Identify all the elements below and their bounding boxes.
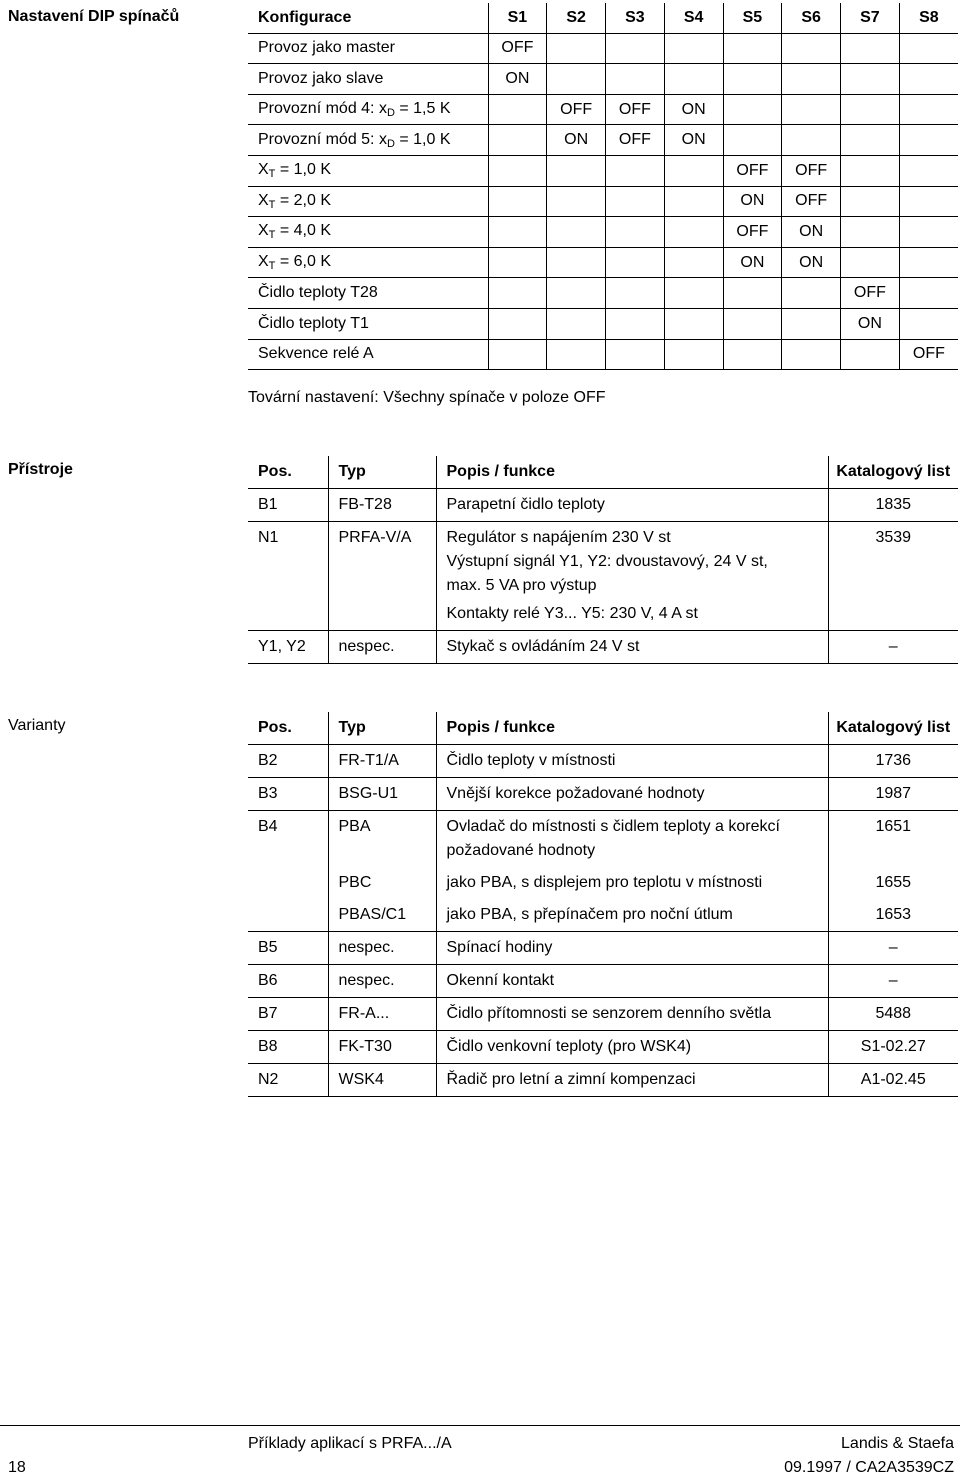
config-label (248, 247, 488, 278)
table-row (248, 522, 958, 631)
switch-header: S1 (488, 3, 547, 33)
pos-header: Pos. (248, 712, 328, 745)
popis-cell (436, 778, 828, 811)
table-row (248, 867, 958, 899)
pos-cell: B7 (248, 998, 328, 1031)
switch-value (841, 94, 900, 125)
popis-line: Ovladač do místnosti s čidlem teploty a korekcí (446, 818, 780, 835)
switch-value (606, 33, 665, 64)
switch-value (782, 278, 841, 309)
switch-header: S6 (782, 3, 841, 33)
pos-cell: B8 (248, 1031, 328, 1064)
dip-header-row (248, 3, 958, 33)
switch-value (547, 339, 606, 370)
popis-cell (436, 811, 828, 868)
popis-line: Kontakty relé Y3... Y5: 230 V, 4 A st (446, 605, 698, 622)
switch-value: OFF (606, 125, 665, 156)
switch-value (488, 247, 547, 278)
label-text: = 2,0 K (275, 191, 331, 209)
katalog-cell: – (828, 631, 958, 664)
factory-setting-note: Tovární nastavení: Všechny spínače v poloze OFF (248, 389, 606, 406)
typ-cell: PBA (328, 811, 436, 868)
katalog-cell: 1736 (828, 745, 958, 778)
switch-value (782, 125, 841, 156)
popis-line: Parapetní čidlo teploty (446, 496, 605, 513)
switch-value (782, 339, 841, 370)
pristroje-table (248, 456, 958, 664)
switch-value (664, 308, 723, 339)
popis-line: Výstupní signál Y1, Y2: dvoustavový, 24 V st, (446, 553, 768, 570)
switch-value (899, 217, 958, 248)
dip-row (248, 64, 958, 95)
switch-value (841, 186, 900, 217)
table-row (248, 745, 958, 778)
switch-value (664, 217, 723, 248)
popis-cell (436, 745, 828, 778)
label-text: X (258, 222, 269, 240)
label-text: Provozní mód 4: x (258, 100, 387, 118)
typ-cell: nespec. (328, 965, 436, 998)
pristroje-header-row (248, 456, 958, 489)
page-number: 18 (8, 1459, 26, 1476)
popis-cell (436, 522, 828, 631)
config-label: Provoz jako master (248, 33, 488, 64)
switch-value (547, 186, 606, 217)
katalog-cell: 3539 (828, 522, 958, 631)
switch-value (782, 33, 841, 64)
switch-value: ON (664, 125, 723, 156)
popis-cell (436, 1064, 828, 1097)
table-row (248, 965, 958, 998)
popis-cell (436, 998, 828, 1031)
popis-line: Vnější korekce požadované hodnoty (446, 785, 705, 802)
switch-value: ON (782, 217, 841, 248)
switch-value (899, 278, 958, 309)
typ-cell: nespec. (328, 631, 436, 664)
switch-value: OFF (723, 217, 782, 248)
popis-cell (436, 867, 828, 899)
pos-cell: B2 (248, 745, 328, 778)
popis-line: Regulátor s napájením 230 V st (446, 529, 671, 546)
typ-cell: PBAS/C1 (328, 899, 436, 932)
pos-cell: B1 (248, 489, 328, 522)
table-row (248, 1064, 958, 1097)
switch-value (488, 217, 547, 248)
switch-value (606, 308, 665, 339)
katalog-cell: 5488 (828, 998, 958, 1031)
switch-value (664, 64, 723, 95)
switch-value (606, 247, 665, 278)
switch-value (723, 94, 782, 125)
label-subscript: T (268, 260, 276, 273)
typ-cell: FK-T30 (328, 1031, 436, 1064)
label-text: = 1,5 K (394, 100, 451, 118)
pos-cell: N2 (248, 1064, 328, 1097)
switch-value: ON (723, 186, 782, 217)
switch-value: OFF (606, 94, 665, 125)
katalog-cell: – (828, 932, 958, 965)
dip-row (248, 155, 958, 186)
dip-row (248, 125, 958, 156)
config-label (248, 155, 488, 186)
switch-value (782, 94, 841, 125)
table-row (248, 899, 958, 932)
pos-cell: B6 (248, 965, 328, 998)
label-subscript: D (386, 137, 395, 150)
switch-value (488, 339, 547, 370)
switch-value (547, 64, 606, 95)
popis-line: Stykač s ovládáním 24 V st (446, 638, 640, 655)
switch-value (723, 64, 782, 95)
switch-value (547, 33, 606, 64)
switch-header: S8 (899, 3, 958, 33)
popis-line: max. 5 VA pro výstup (446, 577, 597, 594)
footer-doc-code: 09.1997 / CA2A3539CZ (784, 1459, 954, 1476)
pos-cell: Y1, Y2 (248, 631, 328, 664)
dip-row (248, 339, 958, 370)
config-label: Provoz jako slave (248, 64, 488, 95)
popis-header: Popis / funkce (436, 456, 828, 489)
switch-value: OFF (841, 278, 900, 309)
popis-cell (436, 631, 828, 664)
switch-value (841, 64, 900, 95)
switch-header: S3 (606, 3, 665, 33)
table-row (248, 998, 958, 1031)
switch-value: ON (841, 308, 900, 339)
varianty-section-title: Varianty (8, 717, 66, 734)
switch-value (723, 308, 782, 339)
switch-header: S2 (547, 3, 606, 33)
table-row (248, 778, 958, 811)
dip-row (248, 186, 958, 217)
table-row (248, 631, 958, 664)
dip-row (248, 308, 958, 339)
switch-value (664, 247, 723, 278)
dip-switch-table (248, 3, 958, 370)
pos-cell: B5 (248, 932, 328, 965)
label-text: = 1,0 K (275, 161, 331, 179)
katalog-cell: S1-02.27 (828, 1031, 958, 1064)
switch-value (723, 33, 782, 64)
label-subscript: T (268, 198, 276, 211)
dip-row (248, 247, 958, 278)
label-text: Provozní mód 5: x (258, 130, 387, 148)
popis-cell (436, 1031, 828, 1064)
popis-cell (436, 965, 828, 998)
katalog-cell: 1987 (828, 778, 958, 811)
label-text: = 4,0 K (275, 222, 331, 240)
switch-value (488, 186, 547, 217)
switch-value (606, 64, 665, 95)
katalog-header: Katalogový list (828, 712, 958, 745)
pos-header: Pos. (248, 456, 328, 489)
switch-header: S7 (841, 3, 900, 33)
switch-value (782, 308, 841, 339)
pos-cell: B4 (248, 811, 328, 868)
switch-value (606, 186, 665, 217)
switch-header: S4 (664, 3, 723, 33)
katalog-cell: A1-02.45 (828, 1064, 958, 1097)
switch-value: ON (664, 94, 723, 125)
typ-cell: FR-A... (328, 998, 436, 1031)
switch-value (664, 33, 723, 64)
config-label (248, 94, 488, 125)
pristroje-section-title: Přístroje (8, 461, 73, 478)
switch-value (664, 339, 723, 370)
switch-value (841, 217, 900, 248)
switch-value (547, 247, 606, 278)
typ-cell: WSK4 (328, 1064, 436, 1097)
popis-line: jako PBA, s přepínačem pro noční útlum (446, 906, 733, 923)
dip-section-title: Nastavení DIP spínačů (8, 8, 180, 25)
switch-value: OFF (782, 186, 841, 217)
switch-value (664, 186, 723, 217)
switch-value: OFF (547, 94, 606, 125)
switch-value: ON (723, 247, 782, 278)
table-row (248, 1031, 958, 1064)
katalog-cell: 1651 (875, 818, 912, 835)
switch-value (841, 125, 900, 156)
switch-value (899, 247, 958, 278)
table-row (248, 811, 958, 868)
switch-value (488, 308, 547, 339)
switch-value (547, 155, 606, 186)
pos-cell: B3 (248, 778, 328, 811)
footer-doc-title: Příklady aplikací s PRFA.../A (248, 1435, 452, 1452)
typ-cell: PRFA-V/A (328, 522, 436, 631)
switch-value (547, 217, 606, 248)
switch-value (841, 33, 900, 64)
typ-header: Typ (328, 456, 436, 489)
popis-line: Čidlo přítomnosti se senzorem denního světla (446, 1005, 772, 1022)
switch-value (488, 125, 547, 156)
varianty-table (248, 712, 958, 1097)
dip-row (248, 217, 958, 248)
switch-value (723, 125, 782, 156)
label-text: X (258, 191, 269, 209)
config-label (248, 125, 488, 156)
varianty-header-row (248, 712, 958, 745)
switch-value: ON (488, 64, 547, 95)
switch-value (841, 155, 900, 186)
typ-cell: BSG-U1 (328, 778, 436, 811)
popis-cell (436, 899, 828, 932)
footer-rule (0, 1425, 960, 1426)
popis-line: Čidlo teploty v místnosti (446, 752, 616, 769)
switch-value (899, 155, 958, 186)
switch-value (899, 186, 958, 217)
popis-header: Popis / funkce (436, 712, 828, 745)
switch-value (664, 278, 723, 309)
switch-value: OFF (723, 155, 782, 186)
switch-value (899, 33, 958, 64)
config-label: Čidlo teploty T28 (248, 278, 488, 309)
switch-value: ON (547, 125, 606, 156)
pos-cell (248, 899, 328, 932)
label-subscript: T (268, 229, 276, 242)
typ-cell: FB-T28 (328, 489, 436, 522)
label-text: = 6,0 K (275, 253, 331, 271)
popis-line: Čidlo venkovní teploty (pro WSK4) (446, 1038, 692, 1055)
popis-line: jako PBA, s displejem pro teplotu v místnosti (446, 874, 763, 891)
switch-value (488, 155, 547, 186)
dip-row (248, 278, 958, 309)
popis-cell (436, 932, 828, 965)
config-label: Čidlo teploty T1 (248, 308, 488, 339)
label-subscript: D (386, 107, 395, 120)
config-label (248, 217, 488, 248)
katalog-cell: 1655 (875, 874, 912, 891)
switch-value (841, 247, 900, 278)
popis-line: Spínací hodiny (446, 939, 553, 956)
popis-line: Řadič pro letní a zimní kompenzaci (446, 1071, 696, 1088)
switch-value: OFF (782, 155, 841, 186)
typ-header: Typ (328, 712, 436, 745)
typ-cell: FR-T1/A (328, 745, 436, 778)
table-row (248, 932, 958, 965)
switch-value: OFF (488, 33, 547, 64)
switch-value: ON (782, 247, 841, 278)
label-subscript: T (268, 168, 276, 181)
config-label (248, 186, 488, 217)
switch-value: OFF (899, 339, 958, 370)
switch-value (547, 278, 606, 309)
switch-value (664, 155, 723, 186)
switch-value (723, 339, 782, 370)
katalog-cell: 1835 (828, 489, 958, 522)
pos-cell: N1 (248, 522, 328, 631)
switch-header: S5 (723, 3, 782, 33)
switch-value (606, 155, 665, 186)
label-text: X (258, 253, 269, 271)
dip-row (248, 33, 958, 64)
label-text: X (258, 161, 269, 179)
typ-cell: nespec. (328, 932, 436, 965)
popis-line: Okenní kontakt (446, 972, 555, 989)
dip-row (248, 94, 958, 125)
footer-company: Landis & Staefa (841, 1435, 954, 1452)
katalog-header: Katalogový list (828, 456, 958, 489)
switch-value (723, 278, 782, 309)
switch-value (899, 94, 958, 125)
katalog-cell: 1653 (828, 899, 958, 932)
switch-value (547, 308, 606, 339)
pos-cell (248, 867, 328, 899)
switch-value (899, 125, 958, 156)
switch-value (899, 64, 958, 95)
switch-value (606, 339, 665, 370)
switch-value (899, 308, 958, 339)
config-header: Konfigurace (248, 3, 488, 33)
config-label: Sekvence relé A (248, 339, 488, 370)
popis-line: požadované hodnoty (446, 842, 596, 859)
katalog-cell: – (828, 965, 958, 998)
switch-value (606, 217, 665, 248)
switch-value (841, 339, 900, 370)
switch-value (782, 64, 841, 95)
typ-cell: PBC (328, 867, 436, 899)
switch-value (488, 94, 547, 125)
switch-value (488, 278, 547, 309)
label-text: = 1,0 K (394, 130, 451, 148)
switch-value (606, 278, 665, 309)
popis-cell (436, 489, 828, 522)
table-row (248, 489, 958, 522)
